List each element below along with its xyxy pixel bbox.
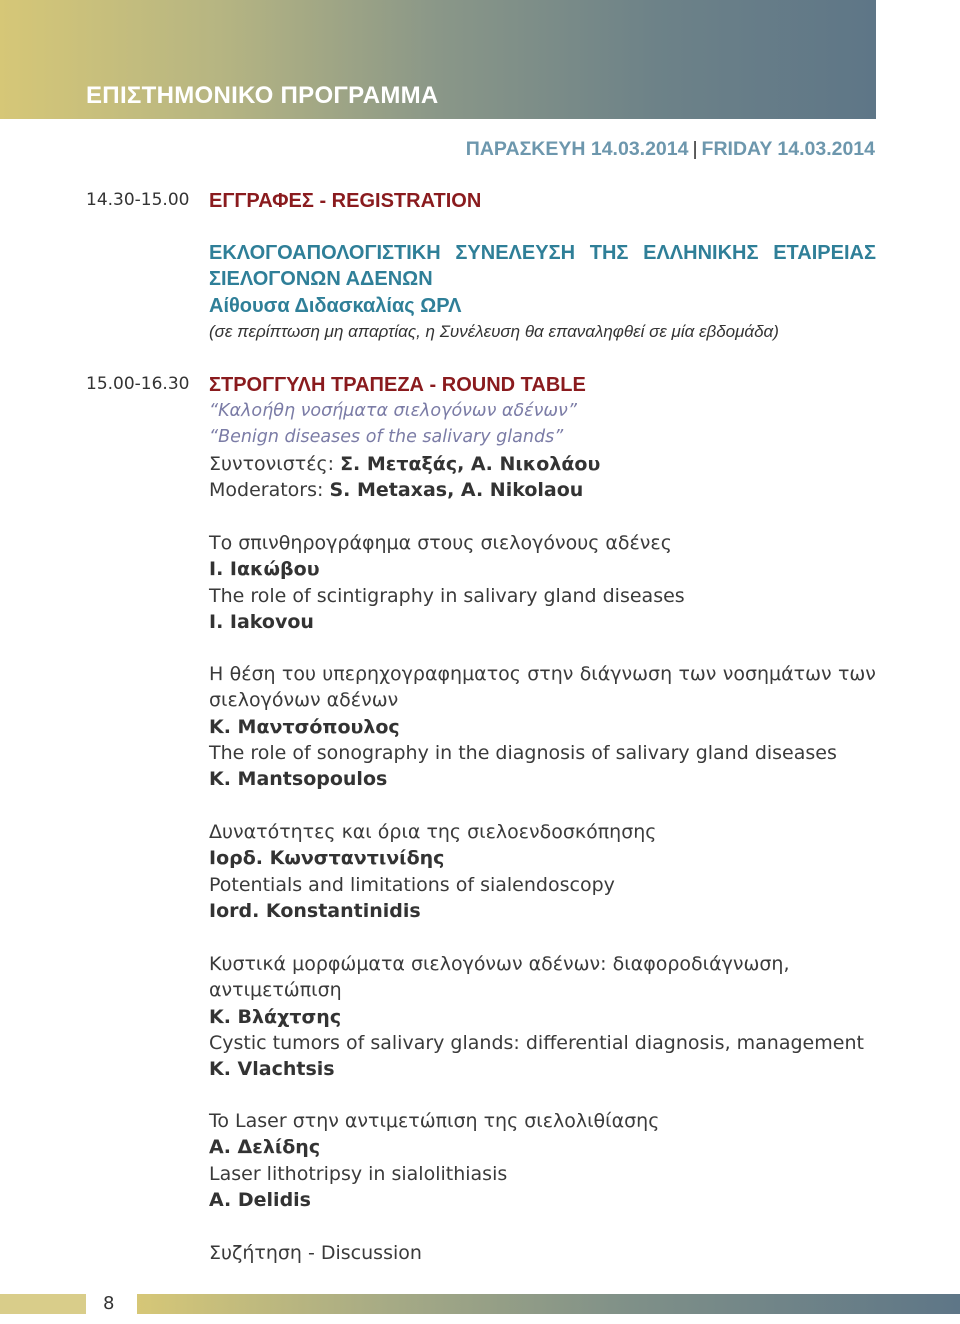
talk-title-gr: Το σπινθηρογράφημα στους σιελογόνους αδένες <box>209 532 672 554</box>
assembly-word: ΕΛΛΗΝΙΚΗΣ <box>643 242 759 264</box>
talk-title-en: Cystic tumors of salivary glands: differential diagnosis, management <box>209 1031 864 1054</box>
talk-title-gr-line2: αντιμετώπιση <box>209 979 342 1002</box>
talk-word: στην <box>527 663 574 685</box>
date-greek: ΠΑΡΑΣΚΕΥΗ 14.03.2014 <box>465 138 689 160</box>
page-number: 8 <box>103 1293 115 1314</box>
moderators-en-label: Moderators: <box>209 478 324 501</box>
round-table-subtitle-gr: “Καλοήθη νοσήματα σιελογόνων αδένων” <box>209 401 577 421</box>
assembly-title-line1 <box>209 240 876 266</box>
round-table-subtitle-en: “Benign diseases of the salivary glands” <box>209 427 564 448</box>
talk-3 <box>209 819 876 924</box>
date-separator: | <box>692 138 698 160</box>
talk-2 <box>209 661 876 792</box>
talk-author-gr: Κ. Βλάχτσης <box>209 1005 342 1028</box>
talk-word: του <box>281 663 316 685</box>
talk-title-gr: To Laser στην αντιμετώπιση της σιελολιθίασης <box>209 1110 660 1132</box>
talk-word: νοσημάτων <box>722 663 832 685</box>
round-table-time: 15.00-16.30 <box>86 374 190 394</box>
assembly-block <box>209 240 876 345</box>
assembly-title <box>209 240 876 319</box>
registration-time: 14.30-15.00 <box>86 190 190 210</box>
talk-author-en: I. Iakovou <box>209 610 314 633</box>
talk-word: των <box>837 663 876 685</box>
assembly-word: ΤΗΣ <box>589 242 629 264</box>
talk-1 <box>209 530 876 635</box>
talk-author-en: A. Delidis <box>209 1188 311 1211</box>
talk-word: των <box>678 663 717 685</box>
talk-title-en: Potentials and limitations of sialendoscopy <box>209 873 615 896</box>
assembly-word: ΕΚΛΟΓΟΑΠΟΛΟΓΙΣΤΙΚΗ <box>209 242 441 264</box>
talk-title-en: The role of scintigraphy in salivary gland diseases <box>209 584 685 607</box>
talk-title-gr-line1: Κυστικά μορφώματα σιελογόνων αδένων: διαφοροδιάγνωση, <box>209 953 790 975</box>
talk-4 <box>209 951 876 1082</box>
moderators-gr-names: Σ. Μεταξάς, Α. Νικολάου <box>340 452 601 475</box>
talk-author-en: K. Mantsopoulos <box>209 768 388 791</box>
talk-author-gr: Κ. Μαντσόπουλος <box>209 715 400 738</box>
date-english: FRIDAY 14.03.2014 <box>701 138 875 160</box>
talk-word: Η <box>209 663 224 685</box>
talk-title-gr-line2: σιελογόνων αδένων <box>209 689 399 712</box>
moderators-gr <box>209 451 876 477</box>
talk-title-gr-line1 <box>209 661 876 687</box>
assembly-title-line2: ΣΙΕΛΟΓΟΝΩΝ ΑΔΕΝΩΝ <box>209 268 433 291</box>
talk-author-en: K. Vlachtsis <box>209 1058 335 1081</box>
assembly-word: ΣΥΝΕΛΕΥΣΗ <box>455 242 576 264</box>
round-table-block <box>209 372 876 503</box>
talk-author-gr: Ι. Ιακώβου <box>209 558 320 581</box>
talk-title-en: Laser lithotripsy in sialolithiasis <box>209 1162 508 1185</box>
round-table-title: ΣΤΡΟΓΓΥΛΗ ΤΡΑΠΕΖΑ - ROUND TABLE <box>209 374 586 396</box>
moderators-en-names: S. Metaxas, A. Nikolaou <box>329 478 584 501</box>
moderators-gr-label: Συντονιστές: <box>209 452 335 475</box>
assembly-word: ΕΤΑΙΡΕΙΑΣ <box>773 242 876 264</box>
talk-word: θέση <box>229 663 276 685</box>
moderators-en <box>209 477 876 503</box>
registration-title: ΕΓΓΡΑΦΕΣ - REGISTRATION <box>209 190 482 212</box>
assembly-note: (σε περίπτωση μη απαρτίας, η Συνέλευση θα επαναληφθεί σε μία εβδομάδα) <box>209 321 779 341</box>
footer-band-left <box>0 1294 86 1314</box>
talk-author-gr: Α. Δελίδης <box>209 1136 321 1159</box>
discussion: Συζήτηση - Discussion <box>209 1242 422 1264</box>
page-title: ΕΠΙΣΤΗΜΟΝΙΚΟ ΠΡΟΓΡΑΜΜΑ <box>86 82 439 109</box>
talk-5 <box>209 1108 876 1213</box>
talk-word: διάγνωση <box>579 663 673 685</box>
talk-title-en: The role of sonography in the diagnosis of salivary gland diseases <box>209 741 837 764</box>
footer-band-right <box>137 1294 960 1314</box>
assembly-room: Αίθουσα Διδασκαλίας ΩΡΛ <box>209 294 462 317</box>
date-line <box>466 138 875 161</box>
talk-author-en: Iord. Konstantinidis <box>209 899 421 922</box>
talk-word: υπερηχογραφηματος <box>322 663 521 685</box>
talk-author-gr: Ιορδ. Κωνσταντινίδης <box>209 847 445 870</box>
talk-title-gr: Δυνατότητες και όρια της σιελοενδοσκόπησης <box>209 821 657 843</box>
